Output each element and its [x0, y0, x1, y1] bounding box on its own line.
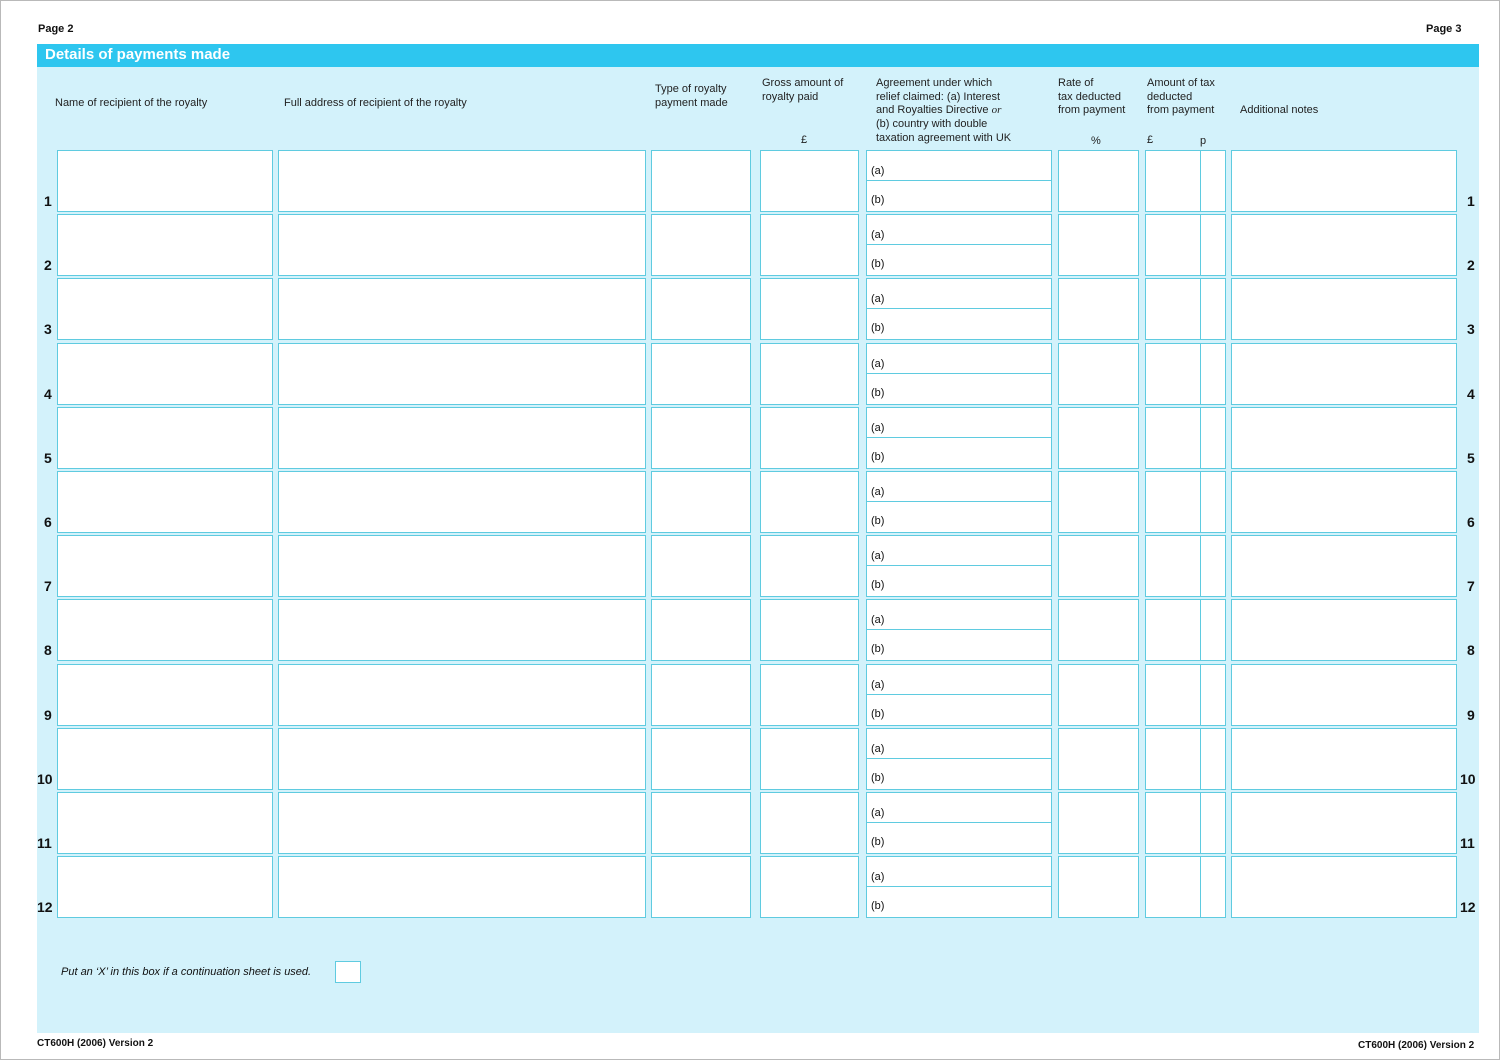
- section-banner: [37, 44, 1479, 67]
- recipient-name-field[interactable]: [57, 728, 273, 790]
- recipient-address-field[interactable]: [278, 343, 646, 405]
- agreement-option-a[interactable]: (a): [867, 857, 1051, 887]
- header-agreement-or: or: [991, 104, 1002, 117]
- pence-divider: [1200, 665, 1201, 725]
- header-agreement-line: [876, 104, 1011, 118]
- tax-amount-field[interactable]: [1145, 535, 1226, 597]
- row-number-right: 3: [1467, 321, 1475, 338]
- gross-amount-field[interactable]: [760, 278, 859, 340]
- notes-field[interactable]: [1231, 792, 1457, 854]
- header-gross-unit: £: [801, 134, 808, 146]
- recipient-address-field[interactable]: [278, 664, 646, 726]
- agreement-field[interactable]: [866, 471, 1052, 533]
- pence-divider: [1200, 151, 1201, 211]
- royalty-type-field[interactable]: [651, 792, 751, 854]
- recipient-name-field[interactable]: [57, 792, 273, 854]
- footer-left: CT600H (2006) Version 2: [37, 1038, 154, 1049]
- agreement-option-b[interactable]: (b): [871, 771, 885, 784]
- header-agreement-line: relief claimed: (a) Interest: [876, 90, 1001, 103]
- header-rate: [1058, 77, 1125, 118]
- agreement-option-a[interactable]: (a): [867, 151, 1051, 181]
- tax-rate-field[interactable]: [1058, 664, 1139, 726]
- agreement-field[interactable]: [866, 599, 1052, 661]
- gross-amount-field[interactable]: [760, 471, 859, 533]
- tax-amount-field[interactable]: [1145, 664, 1226, 726]
- tax-rate-field[interactable]: [1058, 150, 1139, 212]
- header-amount-pounds: £: [1147, 134, 1154, 146]
- royalty-type-field[interactable]: [651, 471, 751, 533]
- agreement-field[interactable]: [866, 407, 1052, 469]
- header-agreement-text: and Royalties Directive: [876, 104, 989, 117]
- notes-field[interactable]: [1231, 856, 1457, 918]
- row-number-left: 3: [44, 321, 52, 338]
- royalty-type-field[interactable]: [651, 664, 751, 726]
- gross-amount-field[interactable]: [760, 599, 859, 661]
- agreement-field[interactable]: [866, 856, 1052, 918]
- gross-amount-field[interactable]: [760, 664, 859, 726]
- header-name: Name of recipient of the royalty: [55, 97, 208, 109]
- row-number-left: 11: [37, 835, 52, 851]
- notes-field[interactable]: [1231, 599, 1457, 661]
- recipient-address-field[interactable]: [278, 214, 646, 276]
- row-number-right: 8: [1467, 642, 1475, 659]
- tax-rate-field[interactable]: [1058, 471, 1139, 533]
- tax-amount-field[interactable]: [1145, 792, 1226, 854]
- pence-divider: [1200, 215, 1201, 275]
- agreement-field[interactable]: [866, 214, 1052, 276]
- pence-divider: [1200, 536, 1201, 596]
- agreement-option-b[interactable]: (b): [871, 707, 885, 720]
- header-notes: Additional notes: [1240, 104, 1319, 116]
- header-amount: [1147, 77, 1215, 118]
- gross-amount-field[interactable]: [760, 535, 859, 597]
- agreement-option-a[interactable]: (a): [867, 600, 1051, 630]
- row-number-left: 10: [37, 770, 53, 787]
- recipient-address-field[interactable]: [278, 407, 646, 469]
- agreement-option-b[interactable]: (b): [871, 643, 885, 656]
- agreement-field[interactable]: [866, 343, 1052, 405]
- tax-rate-field[interactable]: [1058, 792, 1139, 854]
- royalty-type-field[interactable]: [651, 278, 751, 340]
- pence-divider: [1200, 279, 1201, 339]
- header-amount-line: from payment: [1147, 104, 1215, 117]
- agreement-option-b[interactable]: (b): [871, 579, 885, 592]
- row-number-right: 6: [1467, 514, 1475, 530]
- notes-field[interactable]: [1231, 214, 1457, 276]
- page-number-right: Page 3: [1426, 23, 1462, 35]
- header-agreement-line: taxation agreement with UK: [876, 131, 1012, 144]
- gross-amount-field[interactable]: [760, 343, 859, 405]
- recipient-address-field[interactable]: [278, 471, 646, 533]
- agreement-option-a[interactable]: (a): [867, 793, 1051, 823]
- pence-divider: [1200, 857, 1201, 917]
- row-number-left: 8: [44, 642, 52, 659]
- continuation-checkbox[interactable]: [335, 961, 361, 983]
- pence-divider: [1200, 472, 1201, 532]
- notes-field[interactable]: [1231, 150, 1457, 212]
- notes-field[interactable]: [1231, 471, 1457, 533]
- header-amount-line: Amount of tax: [1147, 77, 1215, 89]
- agreement-field[interactable]: [866, 535, 1052, 597]
- tax-rate-field[interactable]: [1058, 407, 1139, 469]
- page-number-left: Page 2: [38, 23, 74, 35]
- tax-amount-field[interactable]: [1145, 728, 1226, 790]
- agreement-field[interactable]: [866, 278, 1052, 340]
- notes-field[interactable]: [1231, 278, 1457, 340]
- agreement-field[interactable]: [866, 664, 1052, 726]
- notes-field[interactable]: [1231, 343, 1457, 405]
- row-number-left: 5: [44, 449, 52, 466]
- tax-amount-field[interactable]: [1145, 407, 1226, 469]
- tax-amount-field[interactable]: [1145, 343, 1226, 405]
- row-number-left: 6: [44, 514, 52, 530]
- tax-amount-field[interactable]: [1145, 599, 1226, 661]
- header-agreement-line: Agreement under which: [876, 77, 993, 89]
- row-number-right: 5: [1467, 449, 1475, 466]
- recipient-name-field[interactable]: [57, 535, 273, 597]
- royalty-type-field[interactable]: [651, 343, 751, 405]
- agreement-option-a[interactable]: (a): [867, 665, 1051, 695]
- tax-amount-field[interactable]: [1145, 150, 1226, 212]
- agreement-option-b[interactable]: (b): [871, 258, 885, 271]
- tax-rate-field[interactable]: [1058, 278, 1139, 340]
- pence-divider: [1200, 729, 1201, 789]
- gross-amount-field[interactable]: [760, 728, 859, 790]
- pence-divider: [1200, 344, 1201, 404]
- agreement-option-a[interactable]: (a): [867, 729, 1051, 759]
- pence-divider: [1200, 600, 1201, 660]
- agreement-option-a[interactable]: (a): [867, 215, 1051, 245]
- row-number-left: 2: [44, 257, 52, 274]
- row-number-right: 11: [1460, 835, 1475, 851]
- gross-amount-field[interactable]: [760, 792, 859, 854]
- recipient-name-field[interactable]: [57, 214, 273, 276]
- row-number-right: 12: [1460, 899, 1476, 916]
- row-number-right: 9: [1467, 706, 1475, 723]
- recipient-name-field[interactable]: [57, 471, 273, 533]
- agreement-option-b[interactable]: (b): [871, 194, 885, 206]
- agreement-option-a[interactable]: (a): [867, 279, 1051, 309]
- recipient-name-field[interactable]: [57, 599, 273, 661]
- header-gross-line: royalty paid: [762, 90, 819, 103]
- header-rate-line: from payment: [1058, 104, 1126, 117]
- agreement-option-b[interactable]: (b): [871, 900, 885, 913]
- recipient-address-field[interactable]: [278, 792, 646, 854]
- tax-rate-field[interactable]: [1058, 535, 1139, 597]
- header-agreement: [876, 77, 1011, 146]
- royalty-type-field[interactable]: [651, 407, 751, 469]
- gross-amount-field[interactable]: [760, 150, 859, 212]
- recipient-address-field[interactable]: [278, 535, 646, 597]
- pence-divider: [1200, 793, 1201, 853]
- row-number-left: 1: [44, 193, 52, 209]
- tax-rate-field[interactable]: [1058, 856, 1139, 918]
- recipient-address-field[interactable]: [278, 856, 646, 918]
- row-number-left: 7: [44, 578, 52, 595]
- notes-field[interactable]: [1231, 407, 1457, 469]
- section-title: Details of payments made: [45, 46, 231, 63]
- recipient-address-field[interactable]: [278, 599, 646, 661]
- tax-rate-field[interactable]: [1058, 599, 1139, 661]
- agreement-option-a[interactable]: (a): [867, 344, 1051, 374]
- row-number-right: 2: [1467, 257, 1475, 274]
- royalty-type-field[interactable]: [651, 599, 751, 661]
- gross-amount-field[interactable]: [760, 214, 859, 276]
- row-number-right: 7: [1467, 578, 1475, 595]
- gross-amount-field[interactable]: [760, 856, 859, 918]
- header-type-line: payment made: [655, 96, 728, 109]
- royalty-type-field[interactable]: [651, 150, 751, 212]
- recipient-name-field[interactable]: [57, 664, 273, 726]
- royalty-type-field[interactable]: [651, 214, 751, 276]
- tax-amount-field[interactable]: [1145, 214, 1226, 276]
- recipient-address-field[interactable]: [278, 728, 646, 790]
- agreement-field[interactable]: [866, 792, 1052, 854]
- footer-right: CT600H (2006) Version 2: [1358, 1040, 1475, 1051]
- notes-field[interactable]: [1231, 664, 1457, 726]
- royalty-type-field[interactable]: [651, 535, 751, 597]
- row-number-right: 1: [1467, 193, 1475, 209]
- header-rate-unit: %: [1091, 135, 1101, 147]
- tax-rate-field[interactable]: [1058, 343, 1139, 405]
- tax-amount-field[interactable]: [1145, 856, 1226, 918]
- row-number-left: 9: [44, 706, 52, 723]
- row-number-left: 12: [37, 899, 53, 916]
- agreement-option-a[interactable]: (a): [867, 536, 1051, 566]
- header-type-line: Type of royalty: [655, 83, 727, 95]
- header-amount-line: deducted: [1147, 90, 1193, 103]
- agreement-option-a[interactable]: (a): [867, 472, 1051, 502]
- header-gross-line: Gross amount of: [762, 77, 844, 89]
- continuation-label: Put an ‘X’ in this box if a continuation sheet is used.: [61, 966, 312, 978]
- gross-amount-field[interactable]: [760, 407, 859, 469]
- agreement-option-a[interactable]: (a): [867, 408, 1051, 438]
- recipient-address-field[interactable]: [278, 150, 646, 212]
- agreement-option-b[interactable]: (b): [871, 836, 885, 848]
- pence-divider: [1200, 408, 1201, 468]
- agreement-field[interactable]: [866, 728, 1052, 790]
- row-number-right: 4: [1467, 385, 1475, 402]
- header-address: Full address of recipient of the royalty: [284, 97, 467, 109]
- header-gross: [762, 77, 843, 104]
- recipient-address-field[interactable]: [278, 278, 646, 340]
- header-type: [655, 83, 728, 110]
- header-amount-pence: p: [1200, 135, 1207, 147]
- royalty-type-field[interactable]: [651, 856, 751, 918]
- agreement-option-b[interactable]: (b): [871, 386, 885, 399]
- tax-amount-field[interactable]: [1145, 278, 1226, 340]
- recipient-name-field[interactable]: [57, 407, 273, 469]
- tax-amount-field[interactable]: [1145, 471, 1226, 533]
- agreement-field[interactable]: [866, 150, 1052, 212]
- agreement-option-b[interactable]: (b): [871, 515, 885, 527]
- recipient-name-field[interactable]: [57, 856, 273, 918]
- row-number-right: 10: [1460, 770, 1476, 787]
- agreement-option-b[interactable]: (b): [871, 322, 885, 335]
- header-rate-line: Rate of: [1058, 77, 1094, 89]
- notes-field[interactable]: [1231, 535, 1457, 597]
- royalty-type-field[interactable]: [651, 728, 751, 790]
- header-rate-line: tax deducted: [1058, 90, 1121, 103]
- tax-rate-field[interactable]: [1058, 728, 1139, 790]
- notes-field[interactable]: [1231, 728, 1457, 790]
- recipient-name-field[interactable]: [57, 150, 273, 212]
- agreement-option-b[interactable]: (b): [871, 450, 885, 463]
- header-agreement-line: (b) country with double: [876, 118, 988, 131]
- recipient-name-field[interactable]: [57, 278, 273, 340]
- row-number-left: 4: [44, 385, 52, 402]
- tax-rate-field[interactable]: [1058, 214, 1139, 276]
- recipient-name-field[interactable]: [57, 343, 273, 405]
